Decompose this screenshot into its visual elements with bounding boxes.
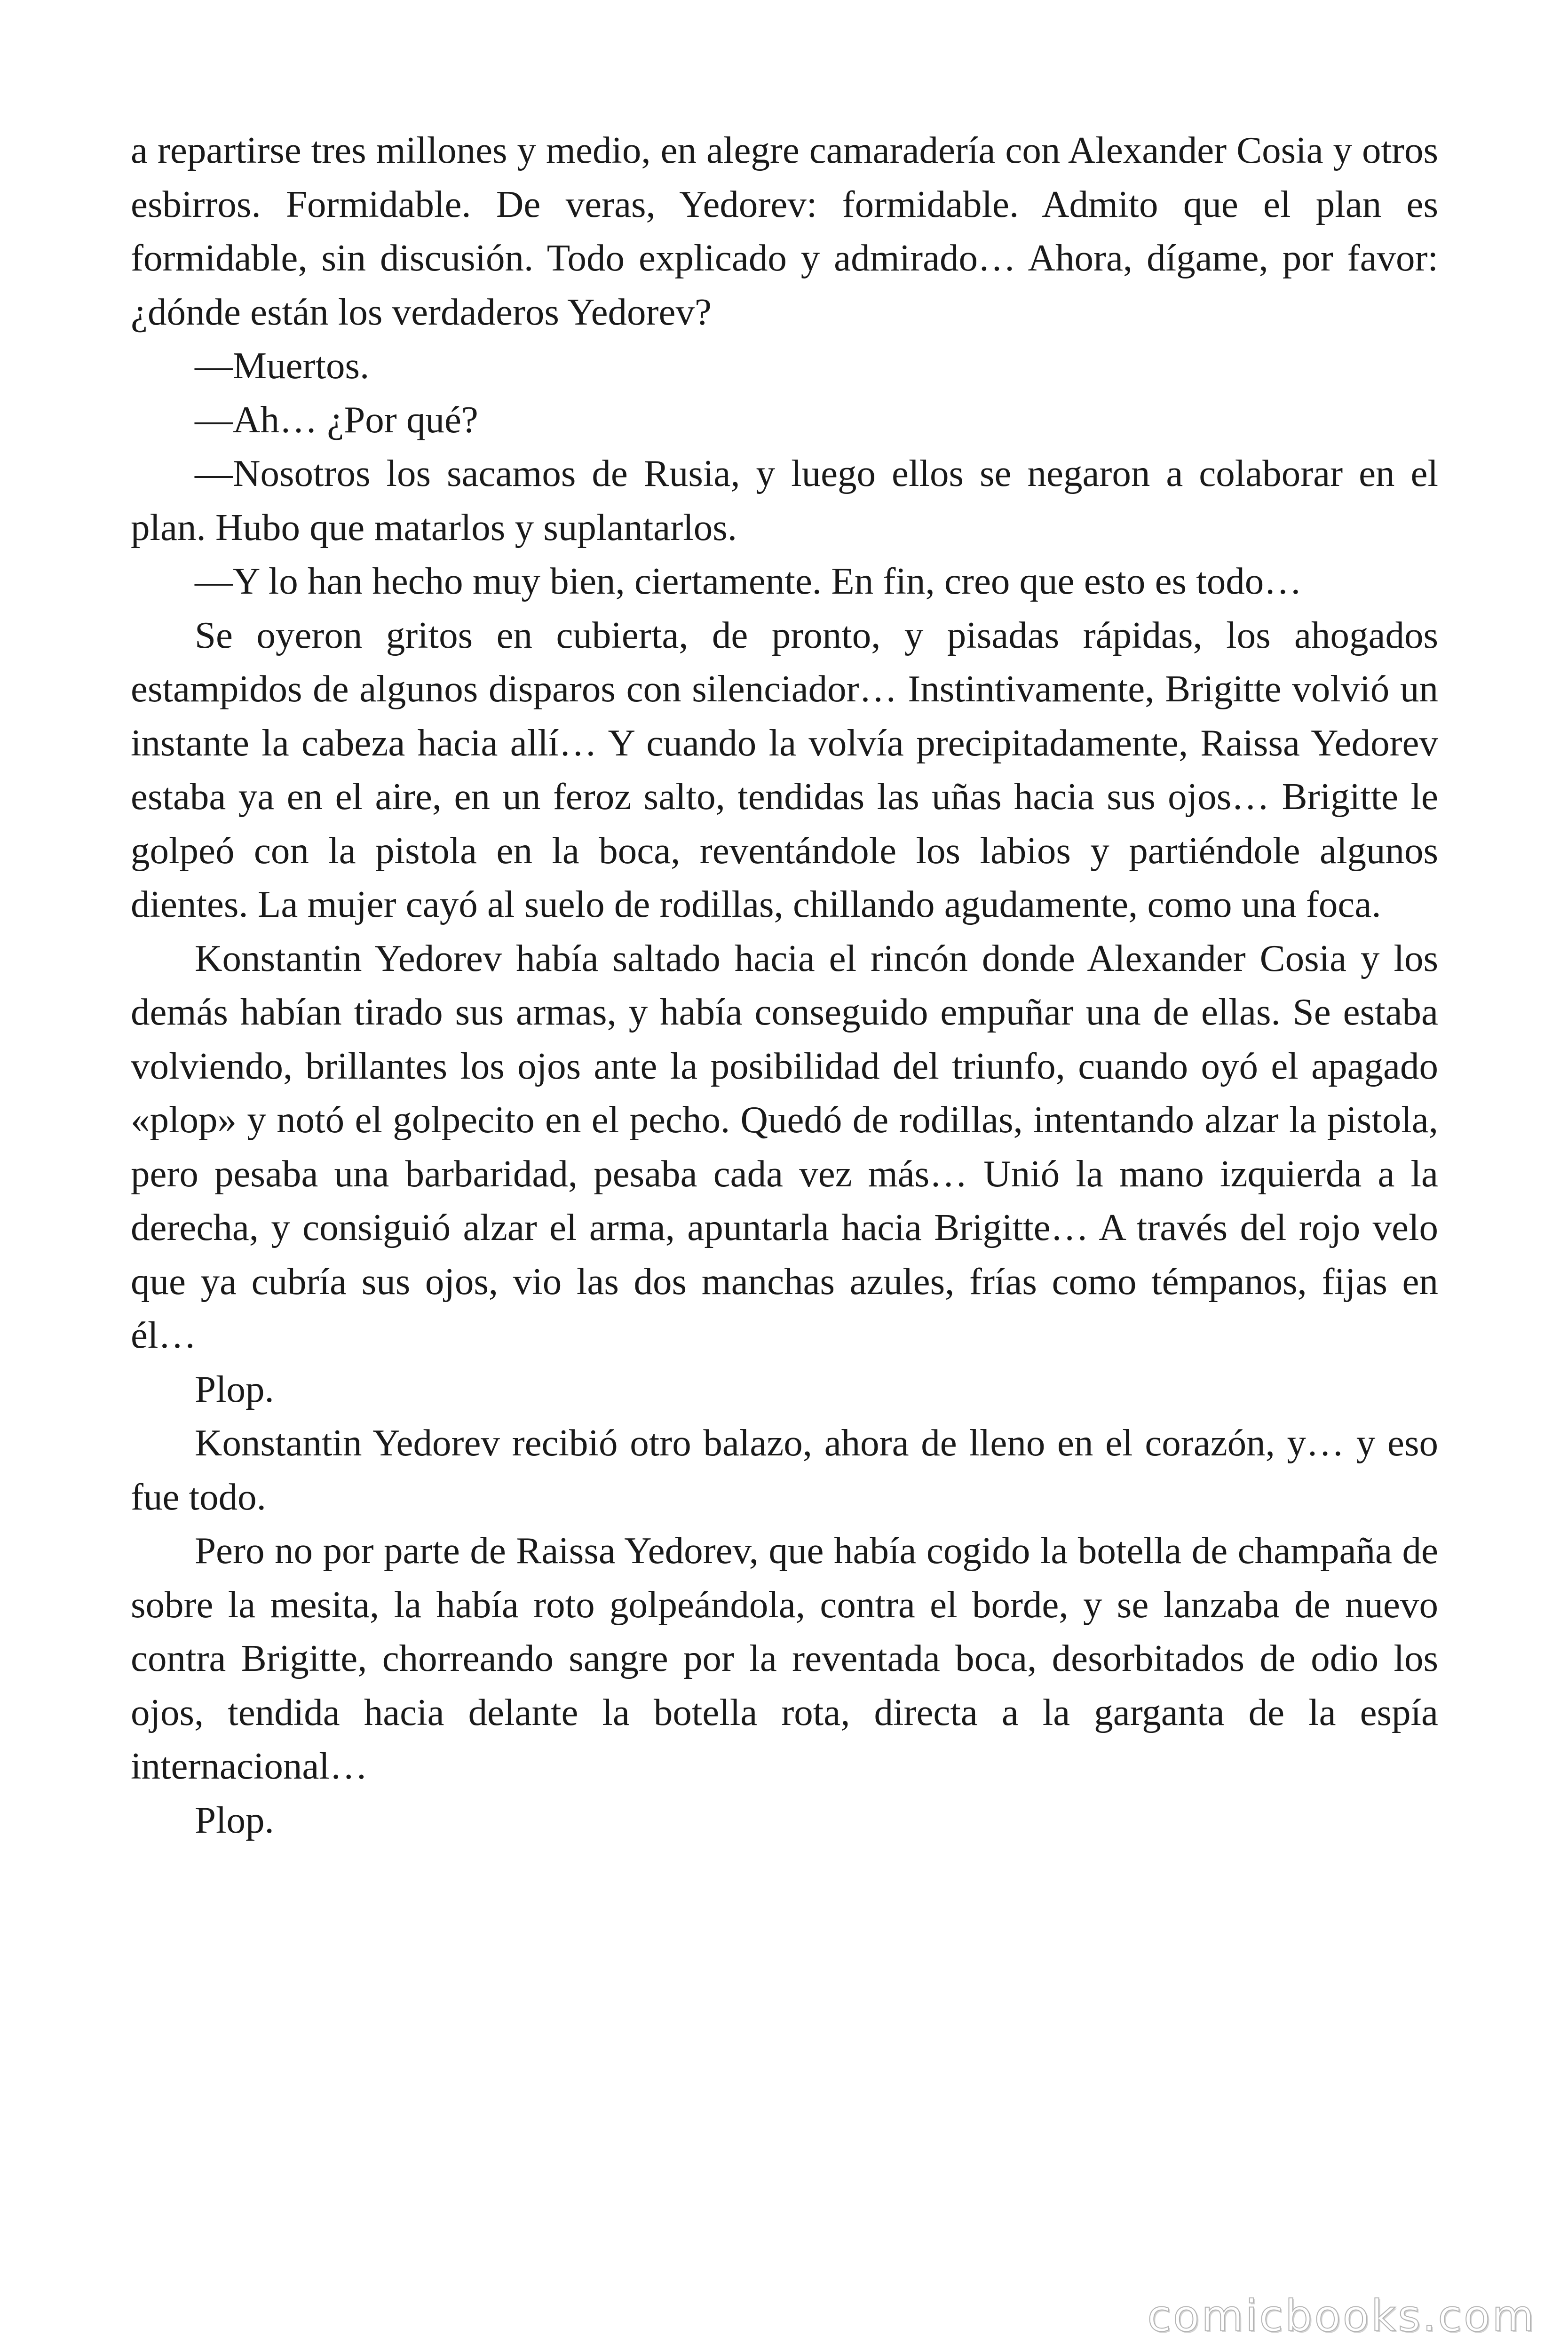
paragraph: Plop. bbox=[195, 1798, 274, 1841]
paragraph: —Nosotros los sacamos de Rusia, y luego ellos se negaron a colaborar en el plan. Hubo que matarlos y suplantarlos. bbox=[131, 452, 1438, 548]
paragraph: Pero no por parte de Raissa Yedorev, que había cogido la botella de champaña de sobre la mesita, la había roto golpeándola, contra el borde, y se lanzaba de nuevo contra Brigitte, chorreando sangre por la reventada boca, desorbitados de odio los ojos, tendida hacia delante la botella rota, directa a la garganta de la espía internacional… bbox=[131, 1529, 1438, 1787]
paragraph: —Muertos. bbox=[195, 344, 370, 387]
body-text bbox=[131, 123, 1438, 1847]
paragraph: —Y lo han hecho muy bien, ciertamente. En fin, creo que esto es todo… bbox=[195, 560, 1302, 602]
paragraph: Konstantin Yedorev había saltado hacia el rincón donde Alexander Cosia y los demás habían tirado sus armas, y había conseguido empuñar una de ellas. Se estaba volviendo, brillantes los ojos ante la posibilidad del triunfo, cuando oyó el apagado «plop» y notó el golpecito en el pecho. Quedó de rodillas, intentando alzar la pistola, pero pesaba una barbaridad, pesaba cada vez más… Unió la mano izquierda a la derecha, y consiguió alzar el arma, apuntarla hacia Brigitte… A través del rojo velo que ya cubría sus ojos, vio las dos manchas azules, frías como témpanos, fijas en él… bbox=[131, 937, 1438, 1356]
paragraph: a repartirse tres millones y medio, en alegre camaradería con Alexander Cosia y otros esbirros. Formidable. De veras, Yedorev: formidable. Admito que el plan es formidable, sin discusión. Todo explicado y admirado… Ahora, dígame, por favor: ¿dónde están los verdaderos Yedorev? bbox=[131, 129, 1438, 333]
paragraph: Se oyeron gritos en cubierta, de pronto, y pisadas rápidas, los ahogados estampidos de algunos disparos con silenciador… Instintivamente, Brigitte volvió un instante la cabeza hacia allí… Y cuando la volvía precipitadamente, Raissa Yedorev estaba ya en el aire, en un feroz salto, tendidas las uñas hacia sus ojos… Brigitte le golpeó con la pistola en la boca, reventándole los labios y partiéndole algunos dientes. La mujer cayó al suelo de rodillas, chillando agudamente, como una foca. bbox=[131, 613, 1438, 925]
paragraph: Plop. bbox=[195, 1367, 274, 1410]
paragraph: Konstantin Yedorev recibió otro balazo, ahora de lleno en el corazón, y… y eso fue todo. bbox=[131, 1422, 1438, 1518]
paragraph: —Ah… ¿Por qué? bbox=[195, 398, 478, 441]
watermark-logo: comicbooks.com bbox=[1147, 2291, 1536, 2341]
